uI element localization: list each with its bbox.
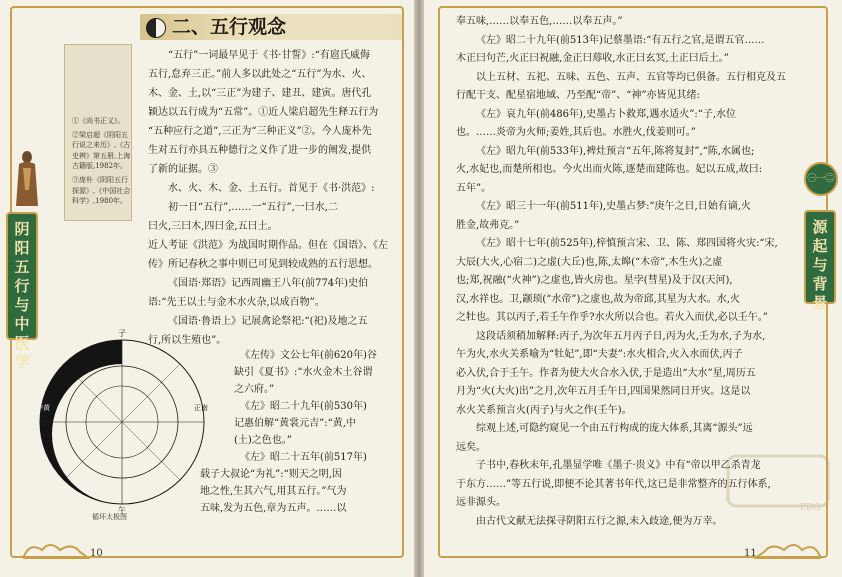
text-line: 必入伏,合于壬午。作者为使大火合水入伏,于是造出“大水”星,周历五 xyxy=(456,367,756,379)
text-line: 曰火,三曰木,四曰金,五曰土。 xyxy=(148,221,278,232)
text-line: 由古代文献无法探寻阴阳五行之源,未入歧途,便为万幸。 xyxy=(476,515,723,527)
text-line: 之牡也。其以丙子,若壬午作乎?水火所以合也。若火入而伏,必以壬午。” xyxy=(456,312,768,323)
book-gutter xyxy=(414,0,424,577)
cloud-ornament-icon xyxy=(754,538,824,560)
watermark-icon xyxy=(724,446,834,516)
text-line: 胜金,故弗克。” xyxy=(456,219,520,231)
text-line: 行配干支、配星宿地域、乃至配“帝”、“神”亦皆见其绪: xyxy=(456,90,700,101)
text-line: 午为火,水火关系喻为“牡妃”,即“夫妻”:水火相合,火入水而伏,丙子 xyxy=(456,349,743,360)
chapter-circle-badge: ㊀一㊁ xyxy=(804,162,838,196)
diagram-label-top: 子 xyxy=(118,329,126,338)
text-line: 初一日“五行”,……一“五行”,一曰水,二 xyxy=(168,202,338,213)
scholar-portrait-icon xyxy=(14,150,40,208)
text-line: 火,水妃也,而楚所相也。今火出而火陈,逐楚而建陈也。妃以五成,故曰: xyxy=(456,164,763,175)
text-line: 木、金、土,以“三正”为建子、建丑、建寅。唐代孔 xyxy=(148,88,372,99)
left-page xyxy=(0,0,414,577)
text-line: 缺引《夏书》:“水火金木土谷谓 xyxy=(234,367,373,378)
text-line: 汉,水祥也。卫,颛顼(“水帝”)之虚也,故为帝邱,其星为大水。水,火 xyxy=(456,293,740,305)
text-line: 也;郑,祝融(“火神”)之虚也,皆火房也。星孛(彗星)及于汉(天河), xyxy=(456,275,733,286)
text-line: 大辰(大火,心宿二)之虚(大丘)也,陈,太皞(“木帝”,木生火)之虚 xyxy=(456,256,723,268)
text-line: 颖达以五行成为“五常”。①近人梁启超先生释五行为 xyxy=(148,107,379,118)
yin-yang-icon xyxy=(146,18,166,38)
cloud-ornament-icon xyxy=(20,538,90,560)
text-line: 五行,怠弃三正。”前人多以此处之“五行”为水、火、 xyxy=(148,69,372,80)
right-side-tab xyxy=(804,210,836,312)
text-line: 《左传》文公七年(前620年)谷 xyxy=(240,350,377,361)
text-line: 于东方……”等五行说,即便不论其著书年代,这已是非常整齐的五行体系, xyxy=(456,478,771,490)
text-line: 《左》昭二十九年(前530年) xyxy=(240,401,367,412)
text-line: 水、火、木、金、土五行。首见于《书·洪范》: xyxy=(168,183,375,194)
right-page xyxy=(424,0,842,577)
text-line: 行,所以生殖也”。 xyxy=(148,335,227,346)
text-line: 《左》昭九年(前533年),裨灶预言“五年,陈将复封”,“陈,水属也; xyxy=(476,145,755,157)
text-line: 五年”。 xyxy=(456,182,492,194)
left-side-tab xyxy=(6,212,38,371)
diagram-label-left: 中黄 xyxy=(36,404,50,412)
text-line: 《左》哀九年(前486年),史墨占卜救郑,遇水适火”:“子,水位 xyxy=(476,108,737,120)
left-side-tab-text: 阴阳五行与中医学 xyxy=(14,220,30,371)
text-line: “五种应行之道”,三正为“三种正义”②。今人庞朴先 xyxy=(148,126,372,137)
text-line: 传》所记春秋之事中则已可见到较成熟的五行思想。 xyxy=(148,259,378,270)
note-2: ②梁启超《阴阳五行说之来历》,《古史辨》第五册,上海古籍版,1982年。 xyxy=(72,130,131,171)
text-line: 《国语·郑语》记西周幽王八年(前774年)史伯 xyxy=(168,278,369,289)
section-title: 二、五行观念 xyxy=(172,16,287,38)
note-3: ③庞朴《阴阳五行探源》,《中国社会科学》,1980年。 xyxy=(72,175,131,206)
watermark-text: PDG xyxy=(800,503,821,513)
right-side-tab-text: 源起与背景 xyxy=(812,218,828,312)
text-line: 生对五行亦具五种德行之义作了进一步的阐发,提供 xyxy=(148,145,372,156)
text-line: 奉五味,……以奉五色,……以奉五声。” xyxy=(456,16,623,27)
text-line: 之六府。” xyxy=(234,384,275,395)
taiji-cycle-diagram xyxy=(34,324,210,514)
text-line: 语:“先王以土与金木水火杂,以成百物”。 xyxy=(148,297,325,308)
text-line: 了新的证据。③ xyxy=(148,164,218,175)
text-line: (土)之色也。” xyxy=(234,435,292,446)
text-line: 也。……炎帝为火师;姜姓,其后也。水胜火,伐姜则可。” xyxy=(456,127,696,138)
diagram-caption: 循环太极图 xyxy=(92,513,127,521)
text-line: 子书中,春秋末年,孔墨显学唯《墨子·贵义》中有“帝以甲乙杀青龙 xyxy=(476,460,761,471)
left-page-number: 10 xyxy=(90,548,103,559)
text-line: 远矣。 xyxy=(456,441,486,453)
text-line: 《左》昭二十五年(前517年) xyxy=(240,452,367,463)
note-1: ①《尚书正义》。 xyxy=(72,117,125,125)
text-line: 这段话须稍加解释:丙子,为次年五月丙子日,丙为火,壬为水,子为水, xyxy=(476,330,766,342)
diagram-label-right: 正南 xyxy=(194,404,208,412)
text-line: 《国语·鲁语上》记展禽论祭祀:“(祀)及地之五 xyxy=(168,316,368,327)
text-line: 载子大叔论“为礼”:“则天之明,因 xyxy=(200,469,342,480)
text-line: 木正曰句芒,火正曰祝融,金正曰蓐收,水正曰玄冥,土正曰后土。” xyxy=(456,53,729,64)
text-line: 《左》昭三十一年(前511年),史墨占梦:“庚午之日,日始有谪,火 xyxy=(476,201,751,212)
text-line: 《左》昭十七年(前525年),梓慎预言宋、卫、陈、郑四国将火灾:“宋, xyxy=(476,238,778,249)
margin-notes xyxy=(72,116,134,210)
text-line: 以上五材、五祀、五味、五色、五声、五官等均已俱备。五行相克及五 xyxy=(476,71,786,83)
text-line: 水火关系预言火(丙子)与火之作(壬午)。 xyxy=(456,404,632,416)
text-line: 综观上述,可隐约窥见一个由五行构成的庞大体系,其离“源头”远 xyxy=(476,423,753,434)
text-line: “五行”一词最早见于《书·甘誓》:“有扈氏威侮 xyxy=(168,50,370,61)
text-line: 《左》昭二十九年(前513年)记蔡墨语:“有五行之官,是谓五官…… xyxy=(476,34,765,46)
text-line: 月为“火(大火)出”之月,次年五月壬午日,四国果然同日开灾。这是以 xyxy=(456,386,751,397)
right-page-number: 11 xyxy=(744,548,757,559)
text-line: 记惠伯解“黄裳元吉”:“黄,中 xyxy=(234,418,356,429)
text-line: 远非源头。 xyxy=(456,497,506,508)
diagram-label-bottom: 午 xyxy=(118,506,126,514)
text-line: 近人考证《洪范》为战国时期作品。但在《国语》、《左 xyxy=(148,240,388,251)
text-line: 五味,发为五色,章为五声。……以 xyxy=(200,503,347,514)
text-line: 地之性,生其六气,用其五行。”气为 xyxy=(200,486,347,497)
